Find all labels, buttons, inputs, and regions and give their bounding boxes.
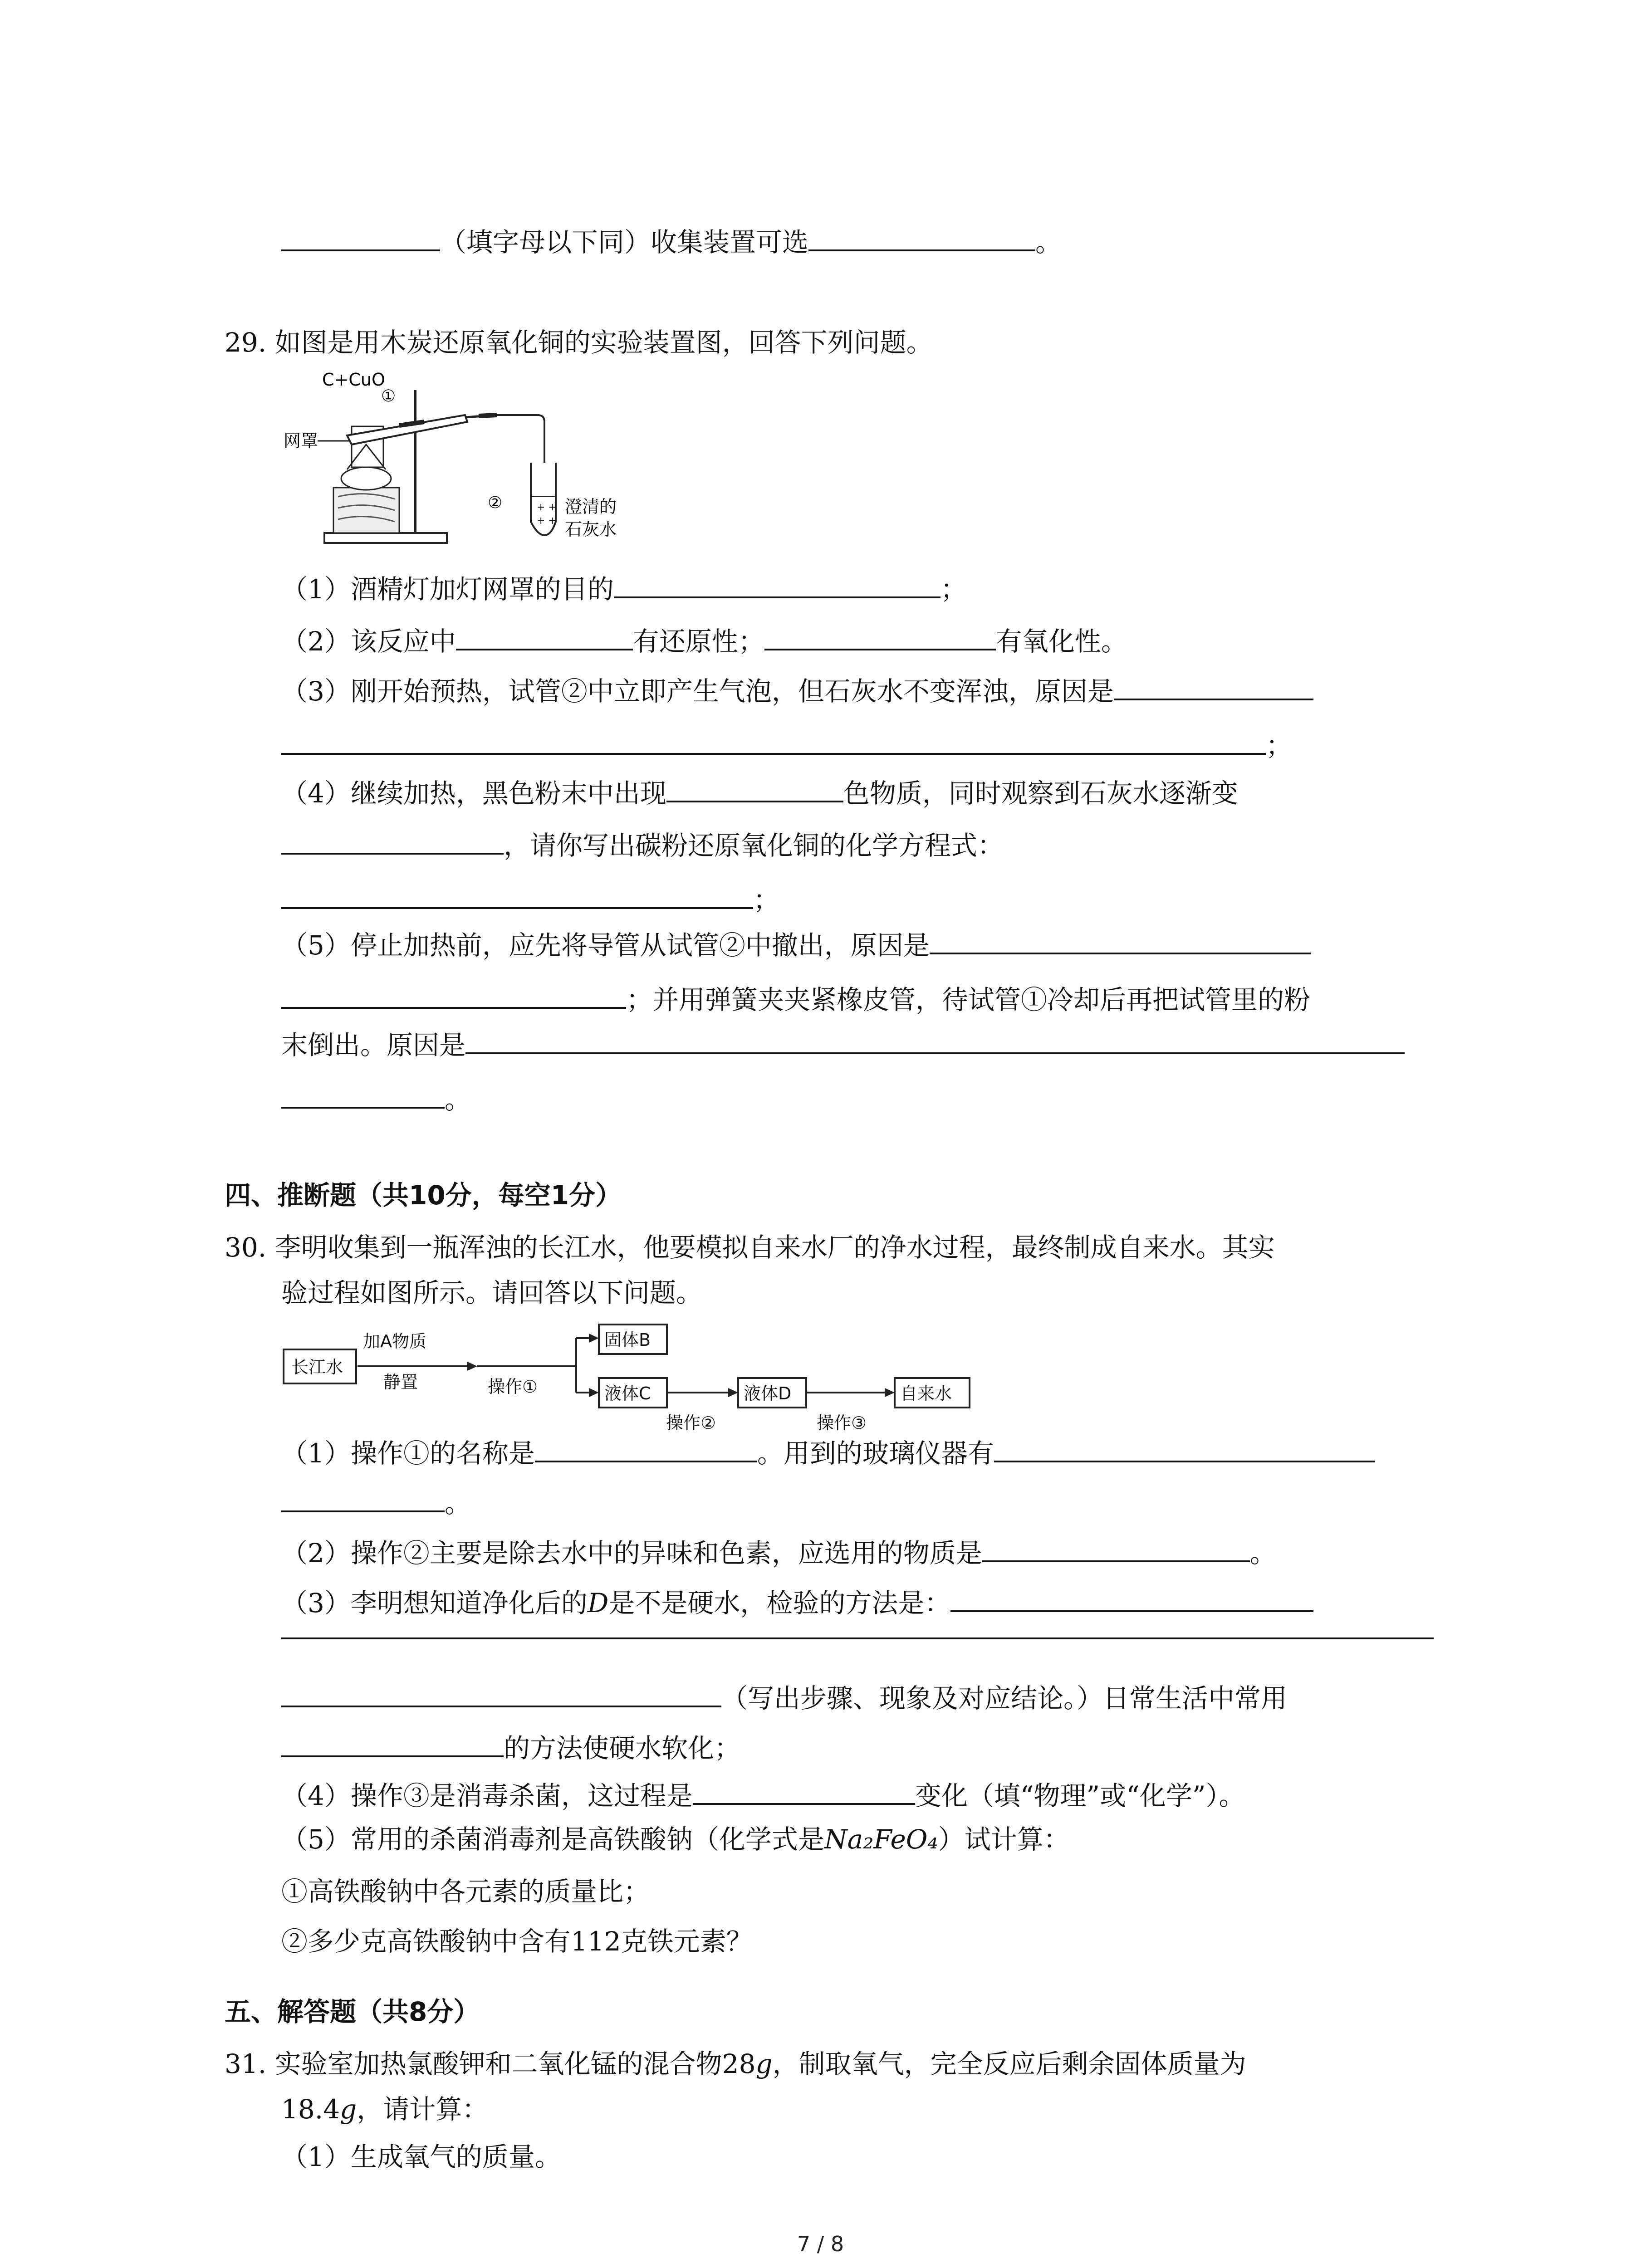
answer-blank[interactable]: [465, 1025, 1405, 1054]
figure-label-net: 网罩: [284, 431, 318, 451]
q29-part5-cont2: 末倒出。原因是: [281, 1025, 1405, 1063]
answer-blank[interactable]: [281, 1483, 445, 1512]
page-number: 7 / 8: [797, 2232, 844, 2256]
flow-box-liquid-d: 液体D: [744, 1383, 792, 1403]
question-29-title: 29. 如图是用木炭还原氧化铜的实验装置图，回答下列问题。: [225, 327, 933, 358]
answer-blank[interactable]: [281, 1728, 504, 1757]
q29-part5: （5）停止加热前，应先将导管从试管②中撤出，原因是: [281, 925, 1311, 963]
answer-blank[interactable]: [281, 1080, 445, 1109]
question-31-line2: 18.4g，请计算：: [281, 2094, 489, 2125]
section-5-title: 五、解答题（共8分）: [225, 1996, 480, 2027]
q30-part1: （1）操作①的名称是 。用到的玻璃仪器有: [281, 1433, 1375, 1471]
q30-part1-end: 。: [281, 1483, 471, 1521]
answer-blank[interactable]: [281, 222, 440, 251]
q29-part4: （4）继续加热，黑色粉末中出现 色物质，同时观察到石灰水逐渐变: [281, 773, 1238, 811]
answer-blank[interactable]: [281, 980, 626, 1009]
question-31-part1: （1）生成氧气的质量。: [281, 2141, 561, 2172]
svg-text:+ +: + +: [537, 515, 557, 527]
flow-op1: 操作①: [488, 1377, 538, 1397]
q30-sub2: ②多少克高铁酸钠中含有112克铁元素？: [281, 1926, 753, 1957]
answer-line[interactable]: [281, 1637, 1434, 1639]
q30-part3-cont2: 的方法使硬水软化；: [281, 1728, 740, 1766]
question-30-line2: 验过程如图所示。请回答以下问题。: [281, 1277, 703, 1308]
q30-part4: （4）操作③是消毒杀菌，这过程是 变化（填“物理”或“化学”）。: [281, 1776, 1245, 1814]
answer-blank[interactable]: [764, 621, 996, 650]
purification-flowchart: [281, 1325, 985, 1442]
q29-part2: （2）该反应中 有还原性； 有氧化性。: [281, 621, 1127, 660]
answer-blank[interactable]: [930, 925, 1311, 954]
flow-op3: 操作③: [817, 1413, 867, 1433]
answer-blank[interactable]: [535, 1433, 757, 1462]
flow-box-solid: 固体B: [604, 1330, 651, 1350]
figure-label-water1: 澄清的: [565, 497, 617, 517]
question-30-line1: 30. 李明收集到一瓶浑浊的长江水，他要模拟自来水厂的净水过程，最终制成自来水。其实: [225, 1232, 1275, 1263]
flow-box-tap: 自来水: [900, 1383, 952, 1403]
answer-blank[interactable]: [950, 1583, 1313, 1612]
figure-label-mark1: ①: [381, 387, 396, 406]
apparatus-figure: [284, 370, 617, 553]
answer-blank[interactable]: [614, 569, 941, 598]
q29-part3-cont: ；: [281, 726, 1292, 764]
flow-op2: 操作②: [666, 1413, 716, 1433]
figure-label-reactant: C+CuO: [322, 370, 385, 390]
q30-part3: （3）李明想知道净化后的D是不是硬水，检验的方法是：: [281, 1583, 1313, 1621]
answer-blank[interactable]: [456, 621, 633, 650]
q29-part4-cont: ，请你写出碳粉还原氧化铜的化学方程式：: [281, 826, 1004, 864]
answer-blank[interactable]: [693, 1776, 915, 1805]
flow-step-add: 加A物质: [363, 1331, 426, 1351]
q29-part1: （1）酒精灯加灯网罩的目的 ；: [281, 569, 967, 607]
q29-part5-cont: ；并用弹簧夹夹紧橡皮管，待试管①冷却后再把试管里的粉: [281, 980, 1310, 1018]
figure-label-water2: 石灰水: [565, 519, 617, 539]
answer-blank[interactable]: [281, 726, 1266, 755]
answer-blank[interactable]: [281, 1678, 721, 1707]
question-31-line1: 31. 实验室加热氯酸钾和二氧化锰的混合物28g，制取氧气，完全反应后剩余固体质量为: [225, 2048, 1246, 2079]
q29-part4-eq: ；: [281, 880, 779, 918]
answer-blank[interactable]: [808, 222, 1035, 251]
flow-box-liquid-c: 液体C: [604, 1383, 651, 1403]
section-4-title: 四、推断题（共10分，每空1分）: [225, 1180, 622, 1211]
q30-part3-cont: （写出步骤、现象及对应结论。）日常生活中常用: [281, 1678, 1287, 1716]
q30-part5: （5）常用的杀菌消毒剂是高铁酸钠（化学式是Na₂FeO₄）试计算：: [281, 1824, 1070, 1855]
answer-blank[interactable]: [982, 1533, 1250, 1562]
answer-blank[interactable]: [281, 880, 753, 909]
answer-blank[interactable]: [1114, 671, 1313, 700]
figure-label-mark2: ②: [488, 494, 503, 512]
q30-part2: （2）操作②主要是除去水中的异味和色素，应选用的物质是 。: [281, 1533, 1276, 1571]
q30-sub1: ①高铁酸钠中各元素的质量比；: [281, 1876, 650, 1907]
answer-blank[interactable]: [281, 826, 504, 855]
top-line: （填字母以下同）收集装置可选 。: [281, 222, 1062, 260]
q29-part5-end: 。: [281, 1080, 471, 1118]
answer-blank[interactable]: [666, 773, 843, 802]
flow-step-settle: 静置: [383, 1372, 418, 1392]
answer-blank[interactable]: [994, 1433, 1375, 1462]
svg-text:+ +: + +: [537, 502, 557, 513]
q29-part3: （3）刚开始预热，试管②中立即产生气泡，但石灰水不变浑浊，原因是: [281, 671, 1313, 709]
flow-box-river: 长江水: [291, 1357, 343, 1377]
